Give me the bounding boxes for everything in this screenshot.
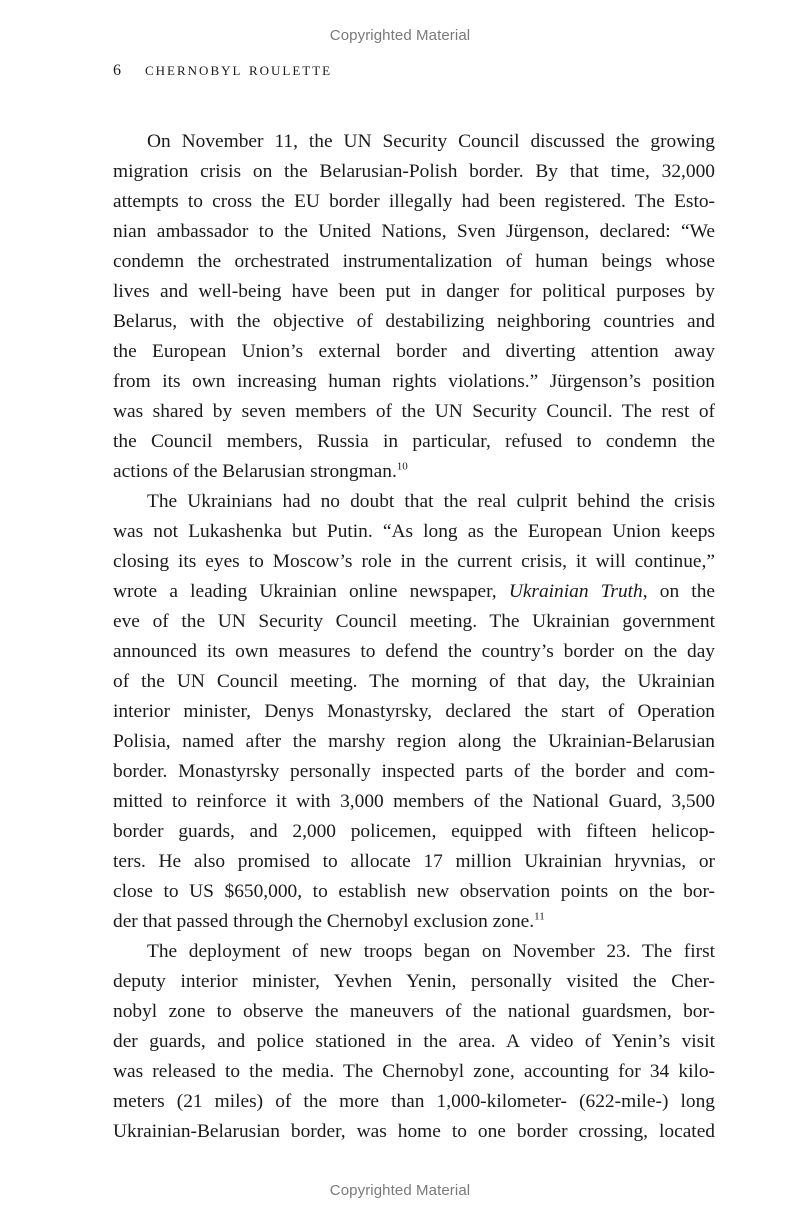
paragraph-1 xyxy=(113,127,715,487)
text-line xyxy=(113,457,715,487)
text-line: the European Union’s external border and diverting attention away xyxy=(113,341,715,362)
text-line: meters (21 miles) of the more than 1,000-kilometer- (622-mile-) long xyxy=(113,1091,715,1112)
text-line: of the UN Council meeting. The morning of that day, the Ukrainian xyxy=(113,671,715,692)
text-line: migration crisis on the Belarusian-Polish border. By that time, 32,000 xyxy=(113,161,715,182)
text-line: border. Monastyrsky personally inspected parts of the border and com- xyxy=(113,761,715,782)
paragraph-3 xyxy=(113,937,715,1147)
text-line: was not Lukashenka but Putin. “As long as the European Union keeps xyxy=(113,521,715,542)
text-line: mitted to reinforce it with 3,000 members of the National Guard, 3,500 xyxy=(113,791,715,812)
text-line: close to US $650,000, to establish new observation points on the bor- xyxy=(113,881,715,902)
text-line: Belarus, with the objective of destabilizing neighboring countries and xyxy=(113,311,715,332)
page-number: 6 xyxy=(113,62,121,79)
text-line: eve of the UN Security Council meeting. The Ukrainian government xyxy=(113,611,715,632)
text-line: nobyl zone to observe the maneuvers of the national guardsmen, bor- xyxy=(113,1001,715,1022)
text-line: The deployment of new troops began on November 23. The first xyxy=(147,941,715,962)
text-line: deputy interior minister, Yevhen Yenin, personally visited the Cher- xyxy=(113,971,715,992)
text-line: attempts to cross the EU border illegally had been registered. The Esto- xyxy=(113,191,715,212)
text-line xyxy=(113,907,715,937)
text-line: lives and well-being have been put in danger for political purposes by xyxy=(113,281,715,302)
text-line: closing its eyes to Moscow’s role in the current crisis, it will continue,” xyxy=(113,551,715,572)
text-line xyxy=(113,577,715,607)
text-line: Ukrainian-Belarusian border, was home to one border crossing, located xyxy=(113,1121,715,1142)
text-line: the Council members, Russia in particular, refused to condemn the xyxy=(113,431,715,452)
text-line: nian ambassador to the United Nations, Sven Jürgenson, declared: “We xyxy=(113,221,715,242)
text-run: actions of the Belarusian strongman. xyxy=(113,461,397,482)
newspaper-title: Ukrainian Truth xyxy=(508,581,643,602)
paragraph-2 xyxy=(113,487,715,937)
text-line: condemn the orchestrated instrumentalization of human beings whose xyxy=(113,251,715,272)
text-line: was shared by seven members of the UN Security Council. The rest of xyxy=(113,401,715,422)
copyright-watermark-top: Copyrighted Material xyxy=(329,27,471,44)
text-run: wrote a leading Ukrainian online newspaper, xyxy=(113,581,509,602)
text-line: ters. He also promised to allocate 17 million Ukrainian hryvnias, or xyxy=(113,851,715,872)
footnote-ref-11: 11 xyxy=(534,910,545,923)
body-text xyxy=(113,127,715,1147)
text-line: border guards, and 2,000 policemen, equipped with fifteen helicop- xyxy=(113,821,715,842)
text-line: der guards, and police stationed in the area. A video of Yenin’s visit xyxy=(113,1031,715,1052)
text-line: The Ukrainians had no doubt that the real culprit behind the crisis xyxy=(147,491,715,512)
text-line: interior minister, Denys Monastyrsky, declared the start of Operation xyxy=(113,701,715,722)
text-line: On November 11, the UN Security Council discussed the growing xyxy=(147,131,715,152)
running-title: chernobyl roulette xyxy=(145,59,333,79)
text-line: announced its own measures to defend the country’s border on the day xyxy=(113,641,715,662)
text-run: , on the xyxy=(642,581,715,602)
text-line: was released to the media. The Chernobyl zone, accounting for 34 kilo- xyxy=(113,1061,715,1082)
text-line: from its own increasing human rights violations.” Jürgenson’s position xyxy=(113,371,715,392)
running-header xyxy=(113,59,332,80)
footnote-ref-10: 10 xyxy=(396,460,408,473)
text-run: der that passed through the Chernobyl exclusion zone. xyxy=(113,911,535,932)
text-line: Polisia, named after the marshy region along the Ukrainian-Belarusian xyxy=(113,731,715,752)
copyright-watermark-bottom: Copyrighted Material xyxy=(329,1182,471,1199)
